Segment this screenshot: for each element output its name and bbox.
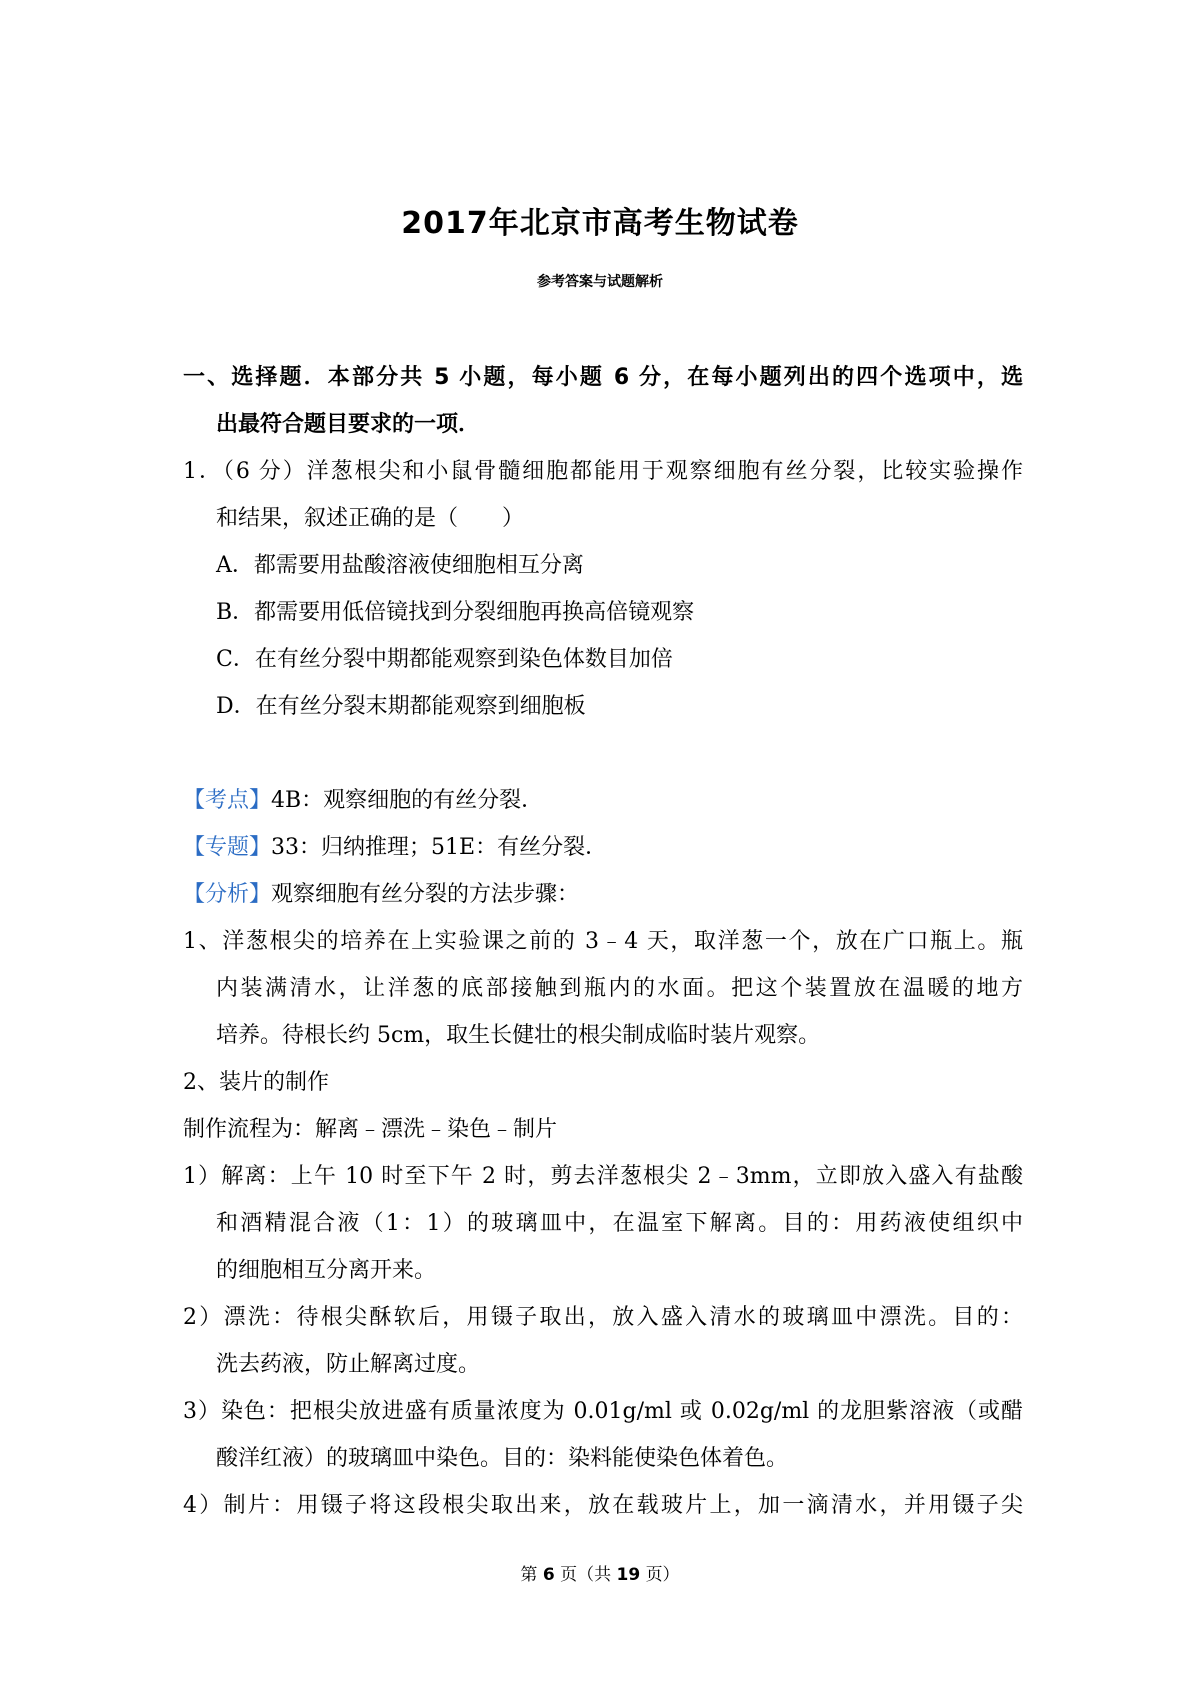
substep2-line-2: 洗去药液，防止解离过度。	[216, 1352, 481, 1377]
footer-suffix: 页）	[645, 1565, 680, 1585]
step1-line-3: 培养。待根长约 5cm，取生长健壮的根尖制成临时装片观察。	[216, 1023, 821, 1048]
spacer	[183, 730, 1023, 777]
flow-line: 制作流程为：解离﹣漂洗﹣染色﹣制片	[183, 1117, 558, 1142]
footer-middle: 页（共	[560, 1565, 612, 1585]
option-d: D．在有丝分裂末期都能观察到细胞板	[216, 694, 586, 719]
zhuanti-tag: 【专题】	[183, 835, 272, 860]
step1-line-1: 1、洋葱根尖的培养在上实验课之前的 3﹣4 天，取洋葱一个，放在广口瓶上。瓶	[183, 929, 1023, 954]
footer-page-number: 6	[542, 1565, 555, 1585]
kaodian-line	[183, 777, 1023, 824]
option-a: A．都需要用盐酸溶液使细胞相互分离	[216, 553, 584, 578]
substep1-line-3: 的细胞相互分离开来。	[216, 1258, 437, 1283]
section-heading-line-1: 一、选择题．本部分共 5 小题，每小题 6 分，在每小题列出的四个选项中，选	[183, 365, 1023, 390]
fenxi-line	[183, 871, 1023, 918]
question-stem-line-1: 1．（6 分）洋葱根尖和小鼠骨髓细胞都能用于观察细胞有丝分裂，比较实验操作	[183, 459, 1023, 484]
footer-prefix: 第	[520, 1565, 538, 1585]
option-b: B．都需要用低倍镜找到分裂细胞再换高倍镜观察	[216, 600, 695, 625]
substep1-line-1: 1）解离：上午 10 时至下午 2 时，剪去洋葱根尖 2﹣3mm，立即放入盛入有盐酸	[183, 1164, 1023, 1189]
zhuanti-text: 33：归纳推理；51E：有丝分裂．	[271, 835, 608, 860]
substep3-line-2: 酸洋红液）的玻璃皿中染色。目的：染料能使染色体着色。	[216, 1446, 789, 1471]
substep3-line-1: 3）染色：把根尖放进盛有质量浓度为 0.01g/ml 或 0.02g/ml 的龙胆紫溶液（或醋	[183, 1399, 1023, 1424]
zhuanti-line	[183, 824, 1023, 871]
kaodian-tag: 【考点】	[183, 788, 272, 813]
fenxi-tag: 【分析】	[183, 882, 272, 907]
document-subtitle: 参考答案与试题解析	[537, 274, 663, 290]
fenxi-text: 观察细胞有丝分裂的方法步骤：	[271, 882, 580, 907]
kaodian-text: 4B：观察细胞的有丝分裂．	[271, 788, 544, 813]
option-c: C．在有丝分裂中期都能观察到染色体数目加倍	[216, 647, 673, 672]
step1-line-2: 内装满清水，让洋葱的底部接触到瓶内的水面。把这个装置放在温暖的地方	[216, 976, 1023, 1001]
question-stem-line-2: 和结果，叙述正确的是（ ）	[216, 506, 525, 531]
substep4-line-1: 4）制片：用镊子将这段根尖取出来，放在载玻片上，加一滴清水，并用镊子尖	[183, 1493, 1023, 1518]
document-body	[183, 354, 1023, 1529]
substep2-line-1: 2）漂洗：待根尖酥软后，用镊子取出，放入盛入清水的玻璃皿中漂洗。目的：	[183, 1305, 1023, 1330]
document-title: 2017年北京市高考生物试卷	[401, 206, 799, 241]
page-footer	[0, 1563, 1200, 1587]
section-heading-line-2: 出最符合题目要求的一项．	[216, 412, 481, 437]
step2-line: 2、装片的制作	[183, 1070, 329, 1095]
substep1-line-2: 和酒精混合液（1：1）的玻璃皿中，在温室下解离。目的：用药液使组织中	[216, 1211, 1023, 1236]
footer-total-pages: 19	[616, 1565, 641, 1585]
